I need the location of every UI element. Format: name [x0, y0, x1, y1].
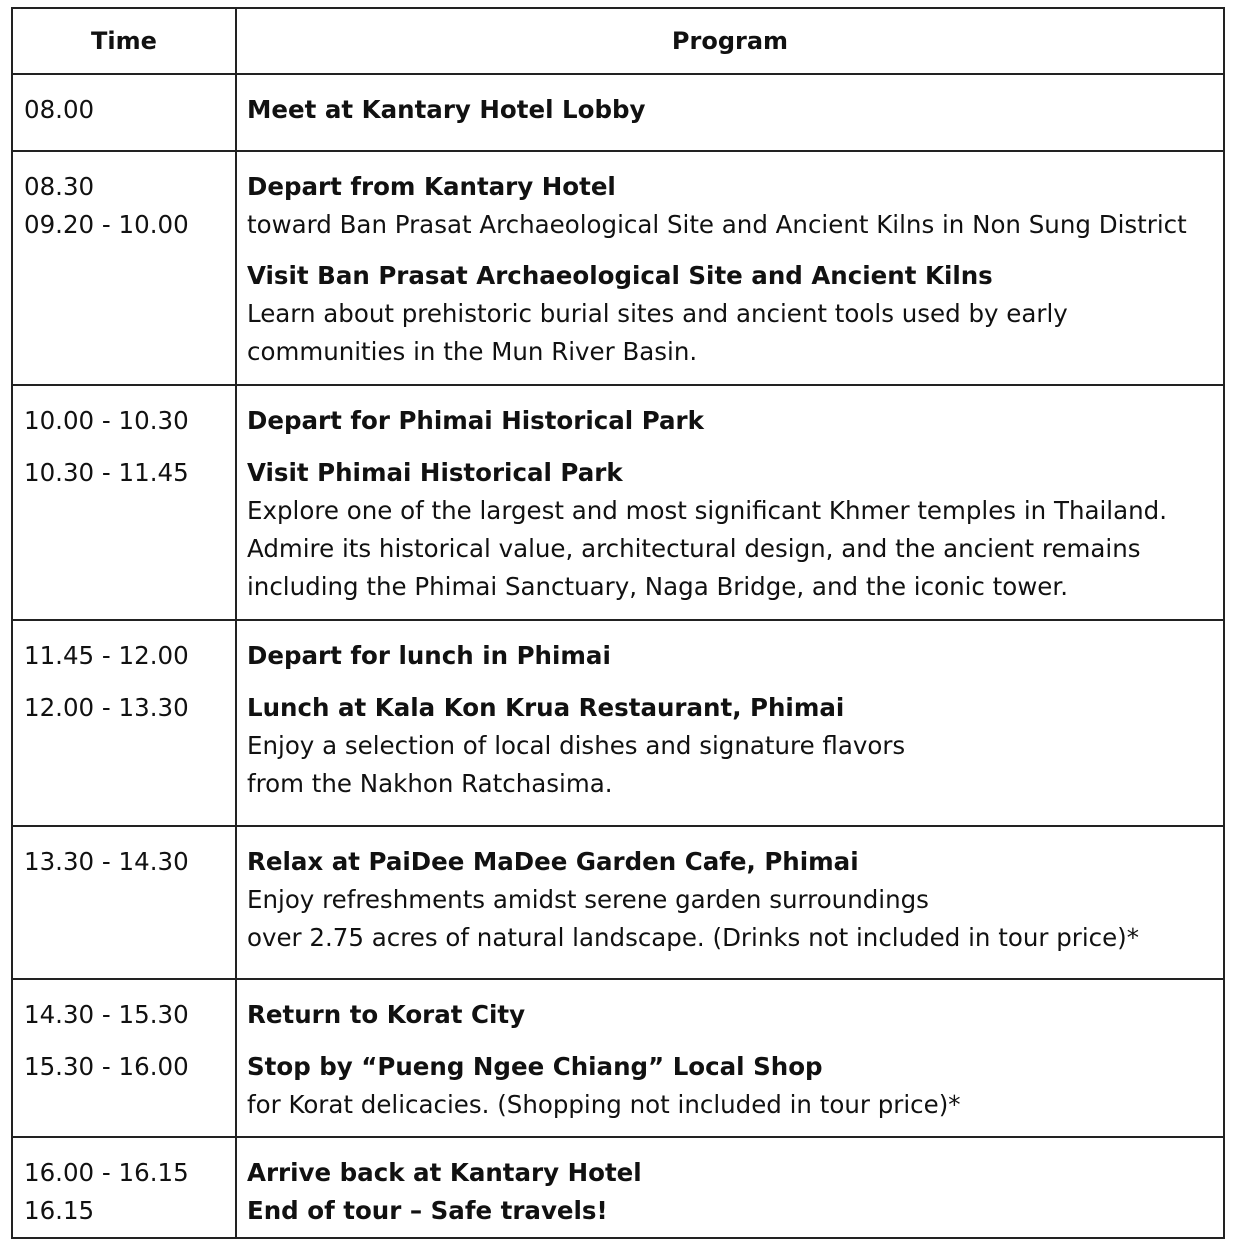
- schedule-row: [12, 385, 1224, 620]
- time-label: 13.30 - 14.30: [24, 847, 189, 876]
- time-cell: [12, 151, 236, 385]
- program-entry: [247, 1048, 1223, 1124]
- program-entry: [247, 689, 1223, 803]
- program-description: from the Nakhon Ratchasima.: [247, 769, 613, 798]
- itinerary-table: [11, 7, 1225, 1239]
- program-entry: [247, 1192, 1223, 1230]
- time-label: 09.20 - 10.00: [24, 210, 189, 239]
- time-cell: [12, 979, 236, 1137]
- time-cell: [12, 620, 236, 826]
- time-label: 12.00 - 13.30: [24, 693, 189, 722]
- time-label: 14.30 - 15.30: [24, 1000, 189, 1029]
- program-title: Depart for Phimai Historical Park: [247, 406, 704, 435]
- program-column-header: Program: [236, 8, 1224, 74]
- program-title: Lunch at Kala Kon Krua Restaurant, Phimai: [247, 693, 845, 722]
- program-entry: [247, 996, 1223, 1034]
- program-entry: [247, 91, 1223, 129]
- time-label: 10.30 - 11.45: [24, 458, 189, 487]
- program-title: Stop by “Pueng Ngee Chiang” Local Shop: [247, 1052, 823, 1081]
- program-entry: [247, 257, 1223, 371]
- time-label: 16.00 - 16.15: [24, 1158, 189, 1187]
- program-entry: [247, 843, 1223, 957]
- time-cell: [12, 1137, 236, 1238]
- header-row: [12, 8, 1224, 74]
- program-title: Meet at Kantary Hotel Lobby: [247, 95, 646, 124]
- program-title: Depart for lunch in Phimai: [247, 641, 611, 670]
- program-entry: [247, 1154, 1223, 1192]
- program-description: Admire its historical value, architectural design, and the ancient remains: [247, 534, 1141, 563]
- program-description: toward Ban Prasat Archaeological Site and Ancient Kilns in Non Sung District: [247, 210, 1187, 239]
- program-cell: [236, 620, 1224, 826]
- time-label: 11.45 - 12.00: [24, 641, 189, 670]
- program-cell: [236, 385, 1224, 620]
- program-description: Explore one of the largest and most significant Khmer temples in Thailand.: [247, 496, 1167, 525]
- program-title: Relax at PaiDee MaDee Garden Cafe, Phimai: [247, 847, 859, 876]
- program-title: Visit Phimai Historical Park: [247, 458, 623, 487]
- program-cell: [236, 826, 1224, 979]
- time-cell: [12, 826, 236, 979]
- time-cell: [12, 385, 236, 620]
- schedule-row: [12, 151, 1224, 385]
- schedule-row: [12, 1137, 1224, 1238]
- schedule-row: [12, 979, 1224, 1137]
- time-label: 15.30 - 16.00: [24, 1052, 189, 1081]
- time-label: 08.30: [24, 172, 95, 201]
- time-label: 16.15: [24, 1196, 95, 1225]
- program-description: over 2.75 acres of natural landscape. (Drinks not included in tour price)*: [247, 923, 1139, 952]
- program-entry: [247, 454, 1223, 606]
- program-cell: [236, 151, 1224, 385]
- program-description: communities in the Mun River Basin.: [247, 337, 698, 366]
- time-column-header: Time: [12, 8, 236, 74]
- time-label: 10.00 - 10.30: [24, 406, 189, 435]
- schedule-row: [12, 620, 1224, 826]
- program-title: Visit Ban Prasat Archaeological Site and Ancient Kilns: [247, 261, 993, 290]
- program-cell: [236, 74, 1224, 151]
- program-description: Learn about prehistoric burial sites and ancient tools used by early: [247, 299, 1068, 328]
- schedule-row: [12, 826, 1224, 979]
- program-entry: [247, 637, 1223, 675]
- program-title: End of tour – Safe travels!: [247, 1196, 608, 1225]
- program-entry: [247, 402, 1223, 440]
- time-label: 08.00: [24, 95, 95, 124]
- program-entry: [247, 168, 1223, 244]
- schedule-row: [12, 74, 1224, 151]
- program-title: Return to Korat City: [247, 1000, 526, 1029]
- program-title: Depart from Kantary Hotel: [247, 172, 616, 201]
- program-cell: [236, 1137, 1224, 1238]
- program-title: Arrive back at Kantary Hotel: [247, 1158, 642, 1187]
- program-cell: [236, 979, 1224, 1137]
- program-description: for Korat delicacies. (Shopping not included in tour price)*: [247, 1090, 961, 1119]
- program-description: Enjoy refreshments amidst serene garden surroundings: [247, 885, 929, 914]
- time-cell: [12, 74, 236, 151]
- program-description: Enjoy a selection of local dishes and signature flavors: [247, 731, 906, 760]
- program-description: including the Phimai Sanctuary, Naga Bridge, and the iconic tower.: [247, 572, 1068, 601]
